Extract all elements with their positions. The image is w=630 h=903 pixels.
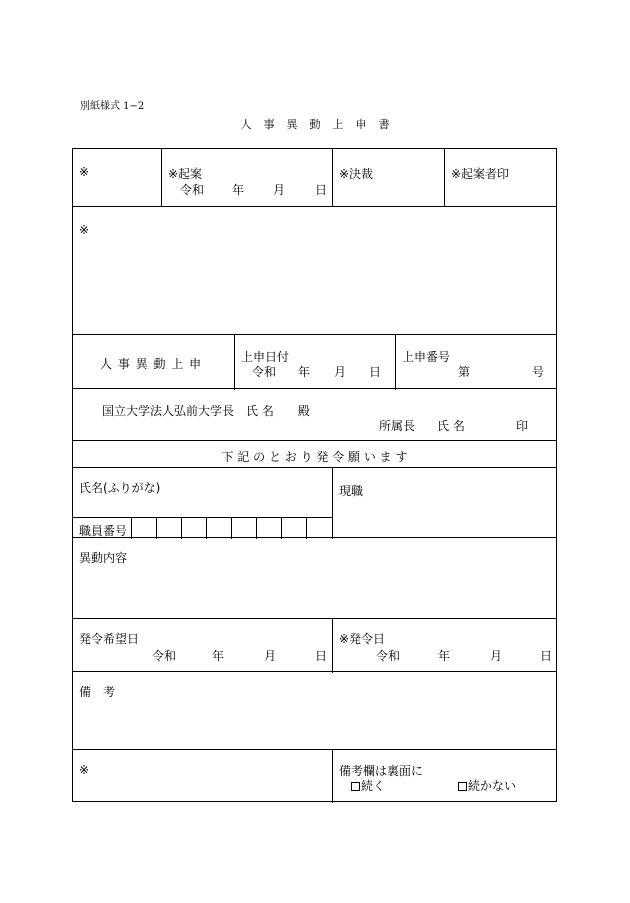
draft-era: 令和 xyxy=(180,183,205,197)
name-field[interactable] xyxy=(72,468,332,517)
drafter-seal-box[interactable] xyxy=(444,148,557,207)
employee-row xyxy=(72,467,557,538)
title-char: 人 xyxy=(240,118,252,131)
dept-head-name-label: 氏 名 xyxy=(437,419,465,433)
report-date-month: 月 xyxy=(334,365,347,379)
id-digit-box[interactable] xyxy=(206,518,231,539)
checkbox-icon[interactable] xyxy=(458,782,467,791)
addressee: 国立大学法人弘前大学長 氏 名 殿 xyxy=(102,404,310,418)
not-continues-option[interactable] xyxy=(458,777,516,794)
title-char: 申 xyxy=(355,118,367,131)
dates-row xyxy=(72,618,557,672)
title-char: 上 xyxy=(332,118,344,131)
employee-id-label: 職員番号 xyxy=(79,524,128,538)
report-date-year: 年 xyxy=(298,365,311,379)
order-date-era: 令和 xyxy=(376,649,401,663)
id-digit-box[interactable] xyxy=(131,518,156,539)
report-number-box[interactable] xyxy=(395,335,557,390)
desired-date-label: 発令希望日 xyxy=(79,632,140,646)
order-date-month: 月 xyxy=(490,649,503,663)
id-digit-box[interactable] xyxy=(256,518,281,539)
continues-label: 続く xyxy=(361,779,386,793)
remarks-box[interactable] xyxy=(72,671,557,750)
order-date-year: 年 xyxy=(438,649,451,663)
employee-id-row xyxy=(72,517,332,539)
change-content-label: 異動内容 xyxy=(79,551,128,565)
change-content-box[interactable] xyxy=(72,537,557,619)
draft-year: 年 xyxy=(232,183,245,197)
order-date-day: 日 xyxy=(540,649,553,663)
id-digit-box[interactable] xyxy=(156,518,181,539)
desired-date-month: 月 xyxy=(264,649,277,663)
drafter-seal-label: ※起案者印 xyxy=(451,167,510,181)
bottom-mark: ※ xyxy=(79,763,90,777)
address-row xyxy=(72,388,557,441)
continues-option[interactable] xyxy=(351,777,385,794)
order-date-box[interactable] xyxy=(332,619,557,673)
id-digit-box[interactable] xyxy=(181,518,206,539)
draft-day: 日 xyxy=(315,183,328,197)
draft-month: 月 xyxy=(273,183,286,197)
memo-box[interactable] xyxy=(72,206,557,335)
back-note-box xyxy=(332,750,557,803)
report-date-day: 日 xyxy=(369,365,382,379)
report-number-suffix: 号 xyxy=(532,365,545,379)
title-char: 動 xyxy=(309,118,321,131)
not-continues-label: 続かない xyxy=(468,779,517,793)
title-char: 異 xyxy=(286,118,298,131)
draft-label: ※起案 xyxy=(168,167,203,181)
form-title xyxy=(0,116,630,132)
desired-date-box[interactable] xyxy=(72,619,332,673)
form-id: 別紙様式 1−2 xyxy=(80,101,145,112)
bottom-row xyxy=(72,749,557,802)
dept-head-label: 所属長 xyxy=(379,419,416,433)
id-digit-box[interactable] xyxy=(281,518,306,539)
report-date-era: 令和 xyxy=(252,365,277,379)
title-char: 事 xyxy=(263,118,275,131)
seal-mark: 印 xyxy=(516,419,529,433)
notice-row xyxy=(72,440,557,468)
current-post-box[interactable] xyxy=(332,468,557,539)
order-date-label: ※発令日 xyxy=(339,632,386,646)
draft-date-box[interactable] xyxy=(161,148,332,207)
desired-date-day: 日 xyxy=(315,649,328,663)
report-row xyxy=(72,334,557,389)
mark-box-1[interactable]: ※ xyxy=(79,165,90,179)
report-date-box[interactable] xyxy=(234,335,395,390)
id-digit-box[interactable] xyxy=(231,518,256,539)
current-post-label: 現職 xyxy=(339,484,364,498)
report-date-label: 上申日付 xyxy=(241,350,290,364)
memo-mark: ※ xyxy=(79,223,90,237)
desired-date-era: 令和 xyxy=(152,649,177,663)
id-digit-box[interactable] xyxy=(306,518,332,539)
notice-text: 下 記 の と お り 発 令 願 い ま す xyxy=(221,450,408,464)
back-note-label: 備考欄は裏面に xyxy=(339,764,424,778)
remarks-label: 備 考 xyxy=(79,685,116,699)
desired-date-year: 年 xyxy=(212,649,225,663)
name-label: 氏名(ふりがな) xyxy=(79,481,161,495)
report-number-prefix: 第 xyxy=(458,365,471,379)
approval-label: ※決裁 xyxy=(339,167,374,181)
report-number-label: 上申番号 xyxy=(402,350,451,364)
title-char: 書 xyxy=(378,118,390,131)
top-row xyxy=(72,148,557,207)
report-heading: 人 事 異 動 上 申 xyxy=(100,357,203,371)
checkbox-icon[interactable] xyxy=(351,782,360,791)
approval-box[interactable] xyxy=(332,148,444,207)
